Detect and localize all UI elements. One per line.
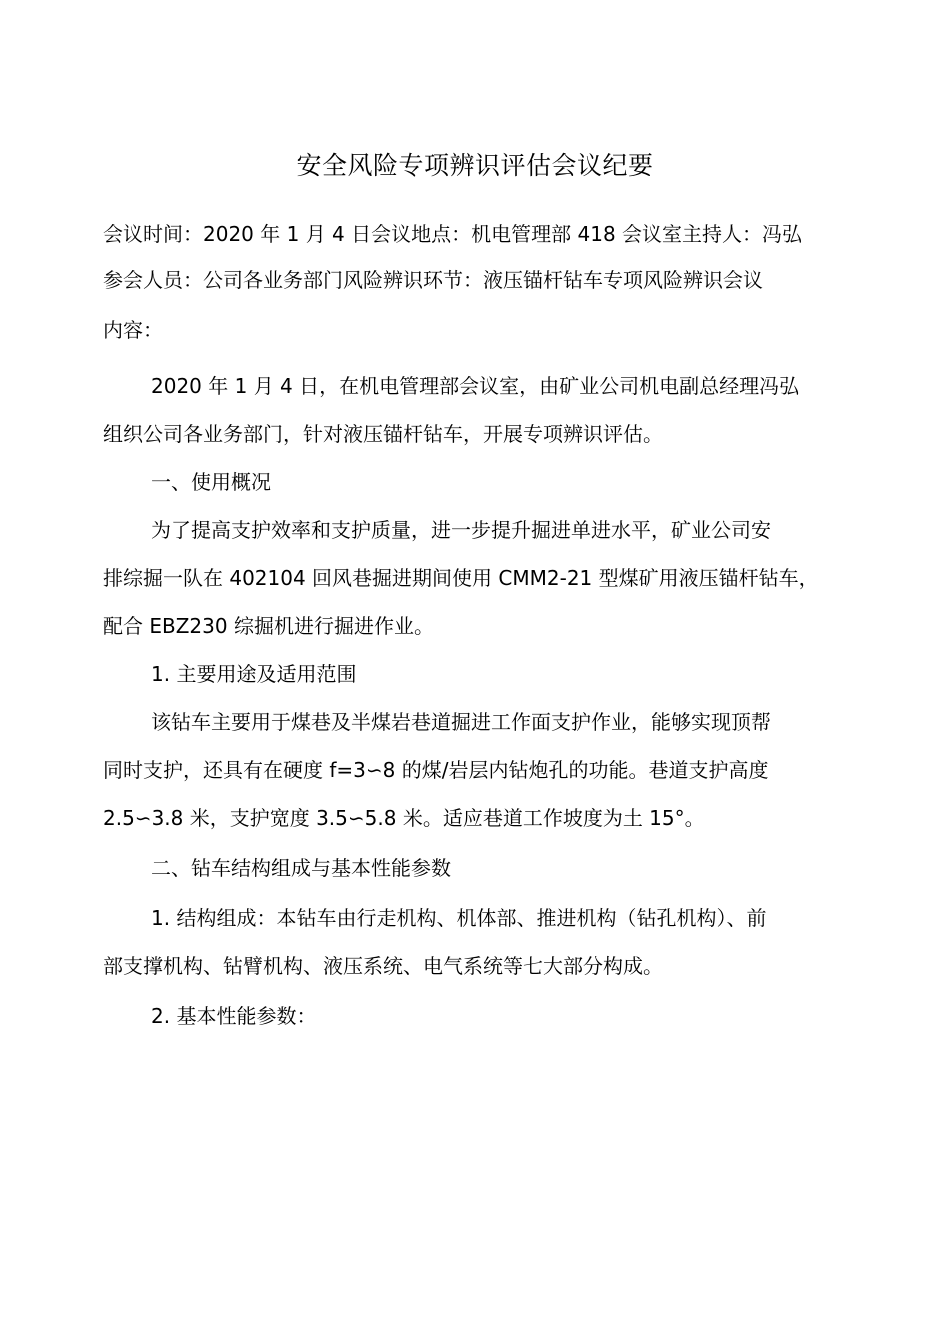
usage-paragraph-line-1: 为了提高支护效率和支护质量，进一步提升掘进单进水平，矿业公司安 [151, 518, 771, 542]
usage-paragraph-line-3: 配合 EBZ230 综掘机进行掘进作业。 [103, 614, 434, 638]
intro-paragraph-line-2: 组织公司各业务部门，针对液压锚杆钻车，开展专项辨识评估。 [103, 422, 663, 446]
section-heading-structure: 二、钻车结构组成与基本性能参数 [151, 856, 451, 880]
subsection-heading-parameters: 2. 基本性能参数： [151, 1004, 317, 1028]
structure-paragraph-line-2: 部支撑机构、钻臂机构、液压系统、电气系统等七大部分构成。 [103, 954, 663, 978]
document-title: 安全风险专项辨识评估会议纪要 [296, 151, 654, 180]
purpose-paragraph-line-2: 同时支护，还具有在硬度 f=3∽8 的煤/岩层内钻炮孔的功能。巷道支护高度 [103, 758, 769, 782]
meeting-content-label: 内容： [103, 318, 163, 342]
subsection-heading-purpose: 1. 主要用途及适用范围 [151, 662, 357, 686]
structure-paragraph-line-1: 1. 结构组成：本钻车由行走机构、机体部、推进机构（钻孔机构）、前 [151, 906, 767, 930]
section-heading-usage: 一、使用概况 [151, 470, 271, 494]
intro-paragraph-line-1: 2020 年 1 月 4 日，在机电管理部会议室，由矿业公司机电副总经理冯弘 [151, 374, 800, 398]
usage-paragraph-line-2: 排综掘一队在 402104 回风巷掘进期间使用 CMM2-21 型煤矿用液压锚杆钻车， [103, 566, 819, 590]
meeting-info-line-2: 参会人员：公司各业务部门风险辨识环节：液压锚杆钻车专项风险辨识会议 [103, 268, 763, 292]
meeting-info-line-1: 会议时间：2020 年 1 月 4 日会议地点：机电管理部 418 会议室主持人：冯弘 [103, 222, 803, 246]
purpose-paragraph-line-3: 2.5∽3.8 米，支护宽度 3.5∽5.8 米。适应巷道工作坡度为土 15°。 [103, 806, 705, 830]
purpose-paragraph-line-1: 该钻车主要用于煤巷及半煤岩巷道掘进工作面支护作业，能够实现顶帮 [151, 710, 771, 734]
